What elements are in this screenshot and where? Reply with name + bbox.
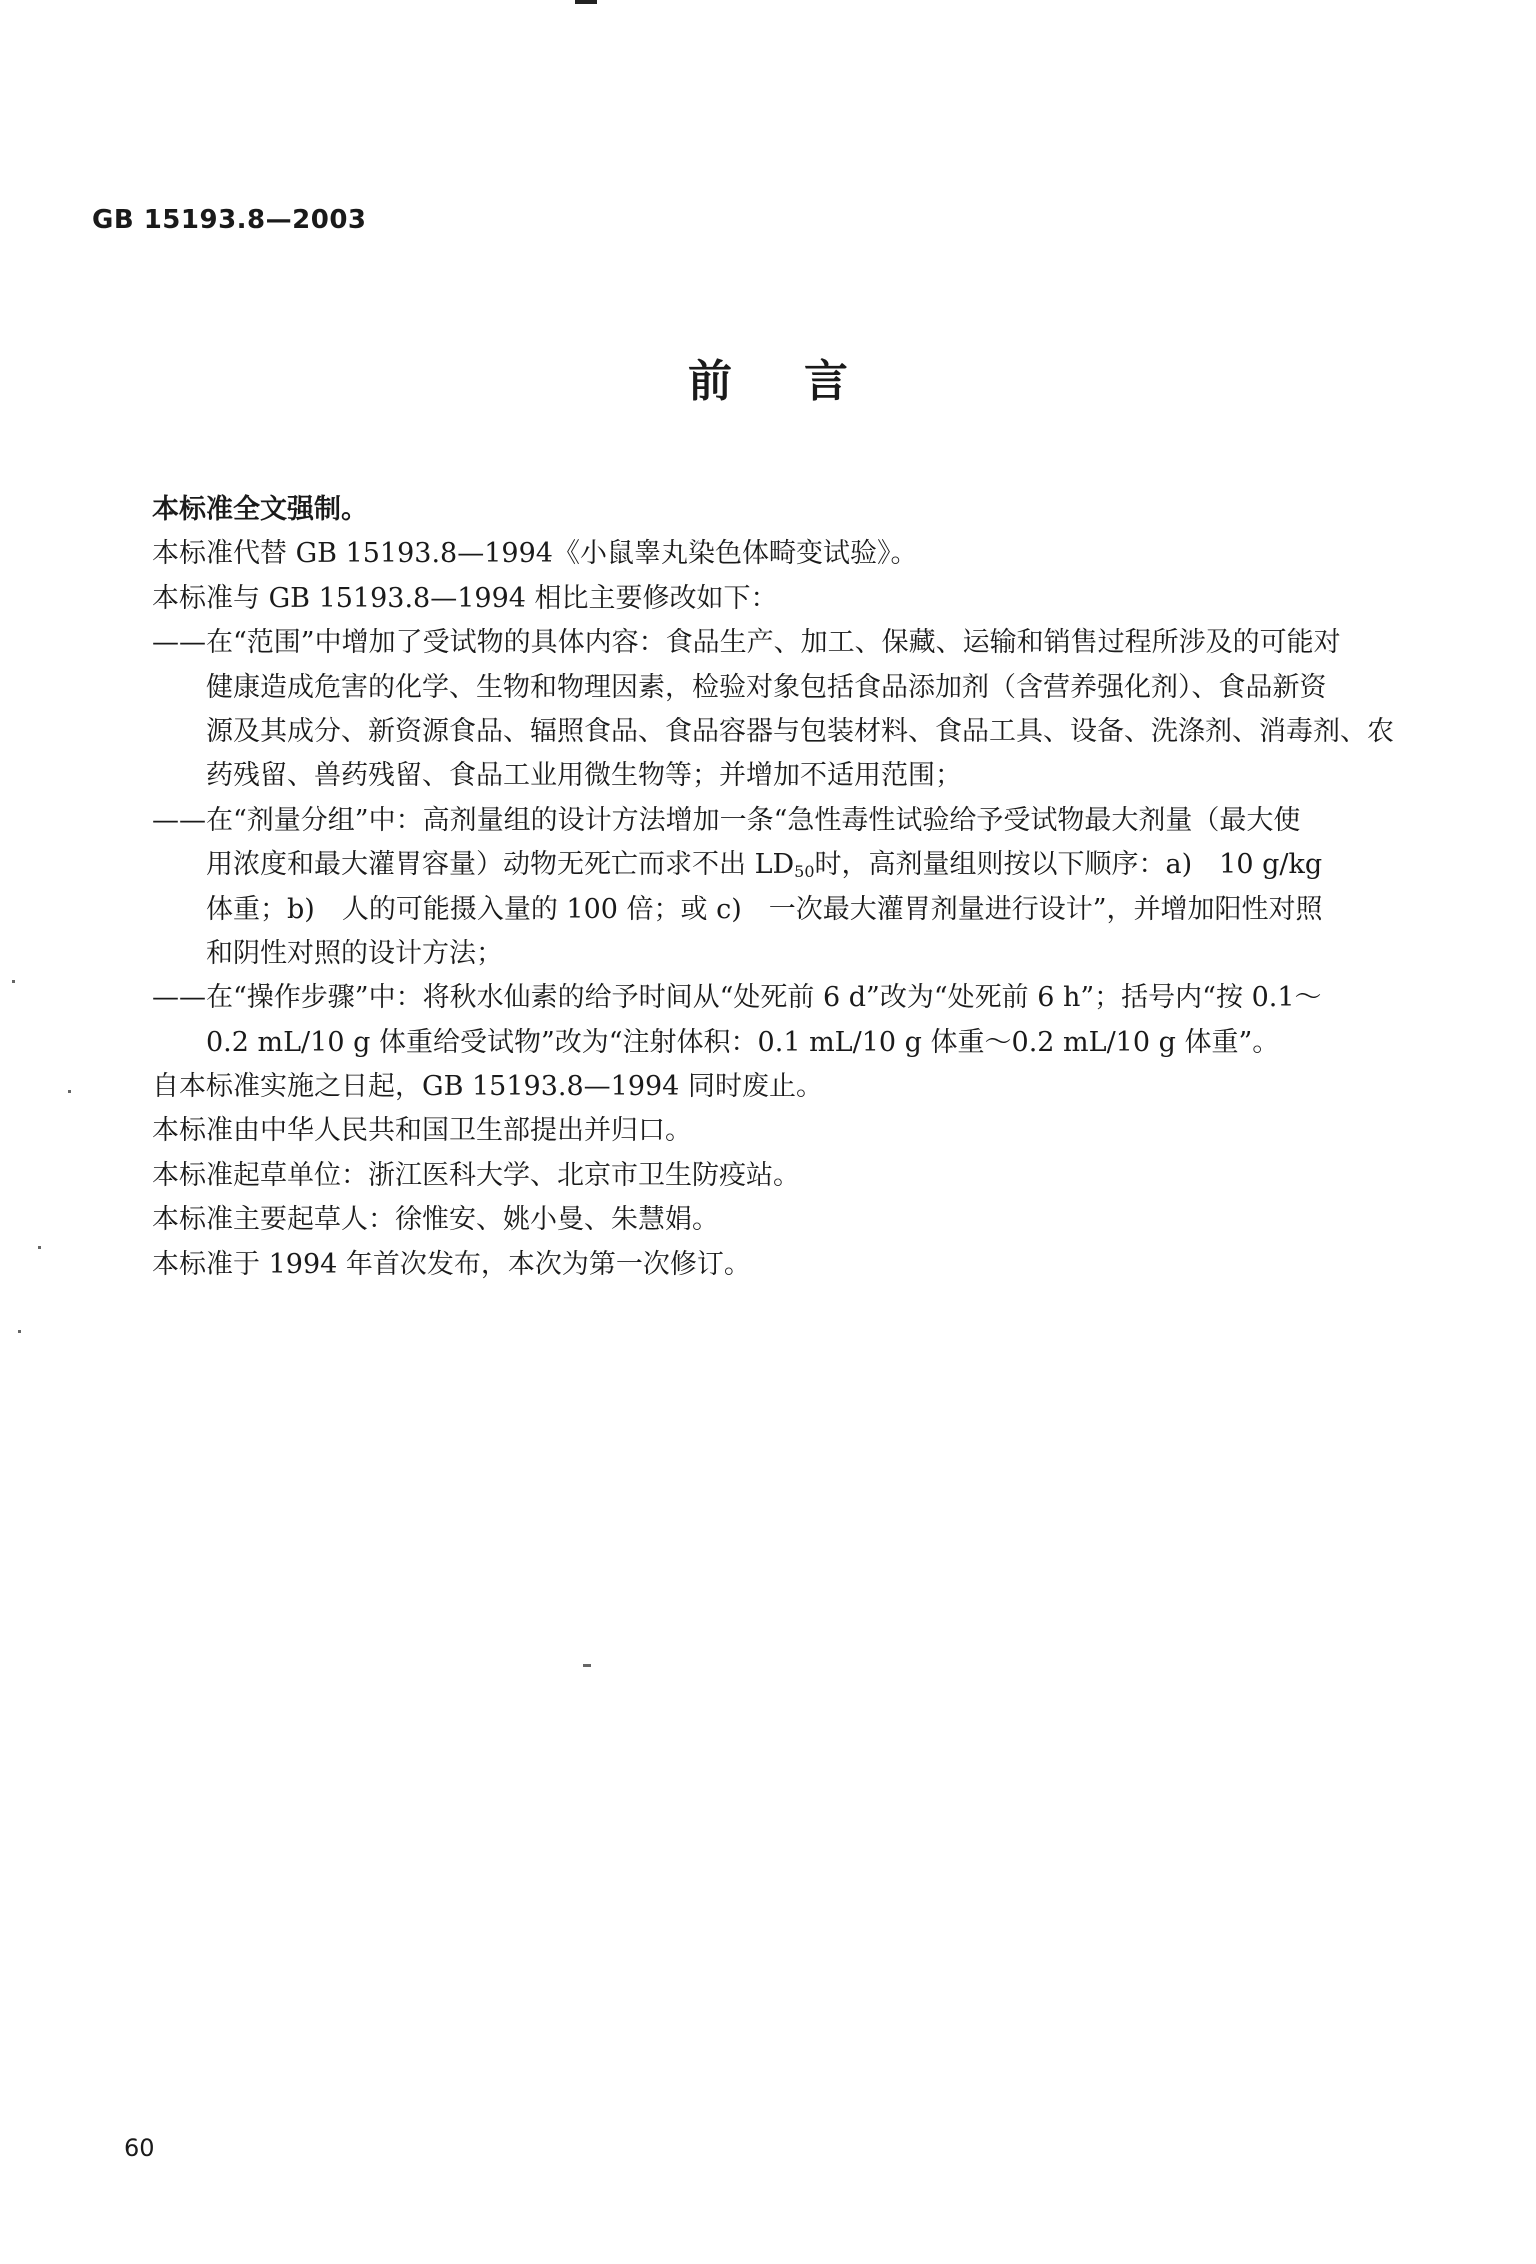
change-text: 用浓度和最大灌胃容量）动物无死亡而求不出 LD [206, 849, 795, 881]
change-text: 时，高剂量组则按以下顺序：a) 10 g/kg [814, 849, 1323, 881]
scan-speck [583, 1664, 591, 1667]
paragraph-history: 本标准于 1994 年首次发布，本次为第一次修订。 [152, 1248, 751, 1280]
scan-speck [68, 1090, 71, 1093]
foreword-body [152, 488, 1402, 1287]
change-item-procedure [152, 976, 1402, 1065]
change-line: ——在“范围”中增加了受试物的具体内容：食品生产、加工、保藏、运输和销售过程所涉及的可能对 [152, 627, 1341, 659]
change-line [152, 843, 1402, 887]
paragraph-drafting-units: 本标准起草单位：浙江医科大学、北京市卫生防疫站。 [152, 1159, 800, 1191]
scan-speck [12, 980, 15, 983]
top-edge-mark [575, 0, 597, 4]
standard-number: GB 15193.8—2003 [92, 205, 367, 235]
ld50-subscript: 50 [794, 862, 815, 882]
paragraph-changes-intro: 本标准与 GB 15193.8—1994 相比主要修改如下： [152, 582, 778, 614]
change-line: 健康造成危害的化学、生物和物理因素，检验对象包括食品添加剂（含营养强化剂）、食品新资 [206, 671, 1327, 703]
change-line: 源及其成分、新资源食品、辐照食品、食品容器与包装材料、食品工具、设备、洗涤剂、消毒剂、农 [206, 715, 1394, 747]
paragraph-replaces: 本标准代替 GB 15193.8—1994《小鼠睾丸染色体畸变试验》。 [152, 538, 918, 570]
change-line: ——在“剂量分组”中：高剂量组的设计方法增加一条“急性毒性试验给予受试物最大剂量（最大使 [152, 804, 1301, 836]
paragraph-mandatory: 本标准全文强制。 [152, 494, 368, 525]
change-line: 药残留、兽药残留、食品工业用微生物等；并增加不适用范围； [206, 760, 962, 792]
paragraph-abolish: 自本标准实施之日起，GB 15193.8—1994 同时废止。 [152, 1071, 823, 1103]
change-item-dose-groups [152, 799, 1402, 977]
scan-speck [38, 1246, 41, 1249]
change-line: ——在“操作步骤”中：将秋水仙素的给予时间从“处死前 6 d”改为“处死前 6 h”；括号内“按 0.1～ [152, 982, 1322, 1014]
page-title: 前言 [688, 356, 920, 407]
paragraph-proposer: 本标准由中华人民共和国卫生部提出并归口。 [152, 1115, 692, 1147]
change-line: 体重；b) 人的可能摄入量的 100 倍；或 c) 一次最大灌胃剂量进行设计”，并增加阳性对照 [206, 893, 1323, 925]
paragraph-drafters: 本标准主要起草人：徐惟安、姚小曼、朱慧娟。 [152, 1204, 719, 1236]
scan-speck [18, 1330, 21, 1333]
page-number: 60 [124, 2134, 155, 2162]
change-line: 和阴性对照的设计方法； [206, 937, 503, 969]
change-line: 0.2 mL/10 g 体重给受试物”改为“注射体积：0.1 mL/10 g 体重～0.2 mL/10 g 体重”。 [206, 1026, 1280, 1058]
change-item-scope [152, 621, 1402, 799]
